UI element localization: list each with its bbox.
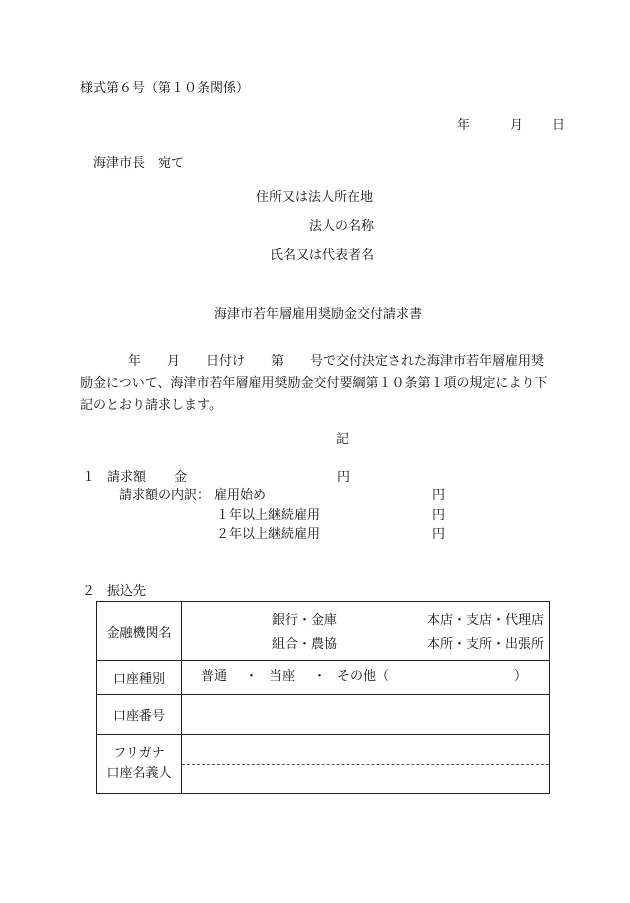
breakdown-label: 請求額の内訳： (119, 488, 211, 503)
institution-label: 金融機関名 (97, 602, 182, 661)
furigana-divider (182, 764, 549, 765)
applicant-corp-name: 法人の名称 (309, 219, 375, 234)
body-line-1: 年 月 日付け 第 号で交付決定された海津市若年層雇用奨 (128, 354, 545, 369)
ki-label: 記 (336, 432, 350, 447)
applicant-rep-name: 氏名又は代表者名 (270, 248, 375, 263)
date-month: 月 (510, 118, 524, 133)
form-header: 様式第６号（第１０条関係） (80, 81, 250, 96)
account-holder-field[interactable] (182, 735, 550, 794)
breakdown-item-3-unit: 円 (432, 527, 446, 542)
date-year: 年 (457, 118, 471, 133)
date-day: 日 (552, 118, 566, 133)
breakdown-item-2: １年以上継続雇用 (216, 508, 321, 523)
account-number-row (97, 695, 550, 735)
account-type-value-cell[interactable] (182, 661, 550, 695)
breakdown-item-2-unit: 円 (432, 508, 446, 523)
branch-type-2: 本所・支所・出張所 (426, 637, 544, 652)
date-line (457, 118, 565, 134)
account-holder-row (97, 735, 550, 794)
bank-transfer-table (96, 601, 550, 794)
furigana-label: フリガナ (113, 746, 165, 761)
institution-row (97, 602, 550, 661)
branch-type-1: 本店・支店・代理店 (426, 613, 544, 628)
account-holder-label-cell (97, 735, 182, 794)
body-paragraph (80, 351, 570, 417)
section1-kin: 金 (174, 470, 188, 485)
account-type-current: 当座 (269, 669, 296, 684)
breakdown-item-1: 雇用始め (214, 488, 267, 503)
section1-label: 請求額 (107, 470, 147, 485)
account-type-ordinary: 普通 (201, 669, 228, 684)
holder-label: 口座名義人 (106, 766, 172, 781)
body-line-2: 励金について、海津市若年層雇用奨励金交付要綱第１０条第１項の規定により下 (80, 376, 548, 391)
bank-type-2: 組合・農協 (272, 637, 338, 652)
section2-label: 振込先 (107, 584, 147, 599)
account-number-label: 口座番号 (97, 695, 182, 735)
applicant-address: 住所又は法人所在地 (256, 190, 374, 205)
account-type-sep-2: ・ (313, 669, 327, 684)
bank-type-1: 銀行・金庫 (272, 613, 338, 628)
account-type-other-close: ） (514, 669, 528, 684)
account-type-row (97, 661, 550, 695)
addressee: 海津市長 宛て (93, 156, 185, 171)
institution-value-cell[interactable] (182, 602, 550, 661)
breakdown-item-3: ２年以上継続雇用 (216, 527, 321, 542)
document-title: 海津市若年層雇用奨励金交付請求書 (214, 307, 423, 322)
breakdown-item-1-unit: 円 (432, 488, 446, 503)
account-type-sep-1: ・ (245, 669, 259, 684)
section1-yen: 円 (337, 470, 351, 485)
section2-number: ２ (82, 584, 96, 599)
account-type-other: その他（ (337, 669, 390, 684)
section1-number: １ (82, 470, 96, 485)
account-number-field[interactable] (182, 695, 550, 735)
body-line-3: 記のとおり請求します。 (80, 398, 222, 413)
account-type-label: 口座種別 (97, 661, 182, 695)
